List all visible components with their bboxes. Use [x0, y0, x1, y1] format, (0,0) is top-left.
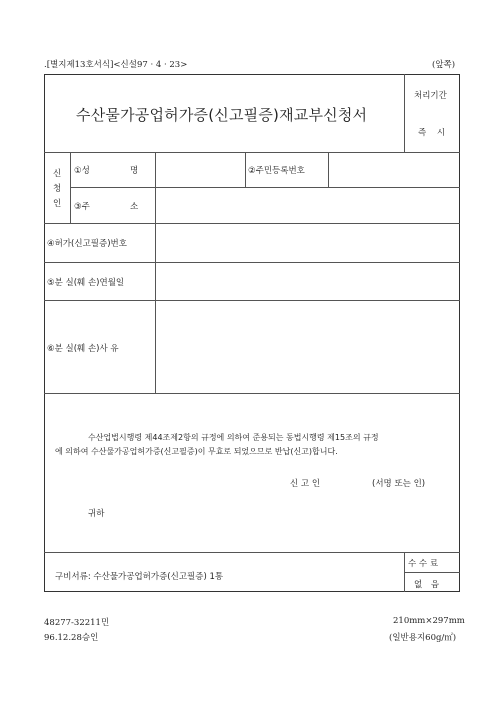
divider: [245, 152, 246, 187]
statement-line-2: 에 의하여 수산물가공업허가증(신고필증)이 무효로 되었으므로 반납(신고)합니다.: [55, 447, 338, 456]
applicant-label-char: 신: [53, 169, 62, 179]
required-documents-label: 구비서류: 수산물가공업허가증(신고필증) 1통: [55, 572, 224, 582]
declarant-label: 신 고 인: [290, 479, 321, 489]
form-title: 수산물가공업허가증(신고필증)재교부신청서: [76, 106, 368, 124]
divider: [404, 74, 405, 152]
page-side-label: (앞쪽): [432, 60, 456, 70]
address-label-suffix: 소: [130, 202, 139, 212]
statement-line-1: 수산업법시행령 제44조제2항의 규정에 의하여 준용되는 동법시행령 제15조의 규정: [88, 433, 379, 442]
divider: [70, 152, 71, 223]
form-reference: .[별지제13호서식]<신설97 · 4 · 23>: [44, 60, 188, 70]
divider: [44, 393, 460, 394]
resident-number-field[interactable]: [329, 153, 459, 186]
processing-period-value: 즉 시: [418, 128, 450, 138]
divider: [44, 552, 460, 553]
permit-number-label: ④허가(신고필증)번호: [47, 239, 127, 249]
loss-date-field[interactable]: [156, 263, 459, 299]
name-label: ①성: [74, 166, 90, 176]
addressee-label: 귀하: [88, 509, 105, 519]
processing-period-label: 처리기간: [414, 91, 447, 101]
form-code: 48277-32211민: [44, 618, 110, 628]
name-field[interactable]: [156, 153, 244, 186]
resident-number-label: ②주민등록번호: [248, 166, 305, 176]
fee-value: 없 음: [414, 580, 443, 590]
paper-type: (일반용지60g/㎡): [389, 633, 457, 643]
address-field[interactable]: [156, 188, 459, 222]
applicant-label-char: 인: [53, 199, 62, 209]
divider: [404, 572, 460, 573]
divider: [404, 552, 405, 592]
signature-label: (서명 또는 인): [372, 479, 426, 489]
loss-reason-label: ⑥분 실(훼 손)사 유: [47, 344, 119, 354]
loss-date-label: ⑤분 실(훼 손)연월일: [47, 278, 125, 288]
approval-date: 96.12.28승인: [44, 633, 99, 643]
address-label: ③주: [74, 202, 90, 212]
loss-reason-field[interactable]: [156, 301, 459, 392]
name-label-suffix: 명: [130, 166, 139, 176]
permit-number-field[interactable]: [156, 224, 459, 261]
fee-label: 수 수 료: [408, 559, 439, 569]
paper-size: 210mm×297mm: [393, 616, 465, 626]
applicant-label-char: 청: [53, 184, 62, 194]
